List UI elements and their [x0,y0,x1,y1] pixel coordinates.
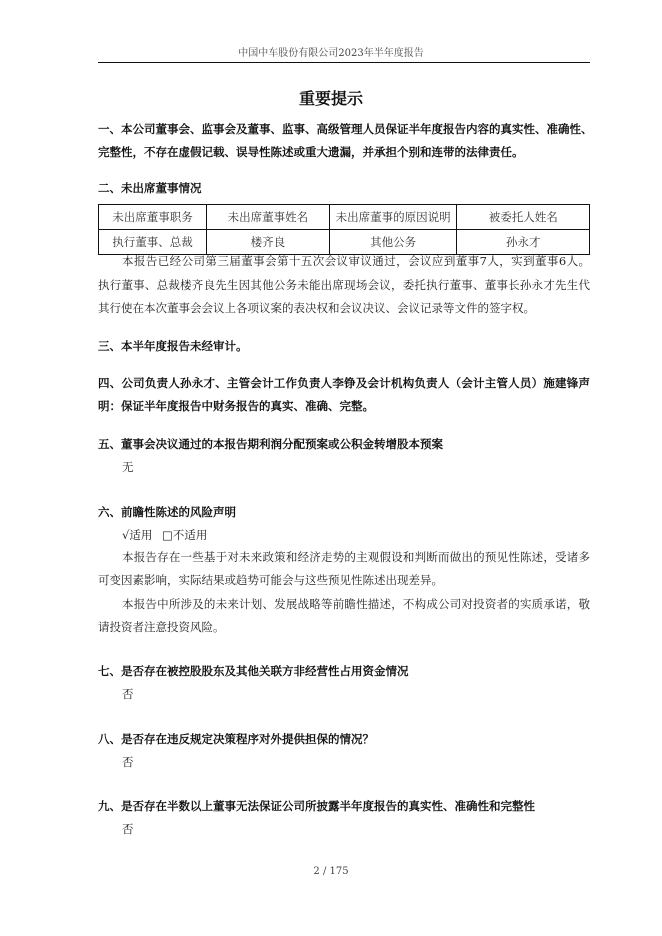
running-header: 中国中车股份有限公司2023年半年度报告 [238,48,424,59]
section-7-body: 否 [122,687,134,701]
section-4-line-2: 明：保证半年度报告中财务报告的真实、准确、完整。 [98,399,374,413]
section-2-para-line: 执行董事、总裁楼齐良先生因其他公务未能出席现场会议，委托执行董事、董事长孙永才先生代 [98,278,590,292]
table-header-cell: 未出席董事职务 [99,205,207,230]
page-title: 重要提示 [298,89,363,108]
table-cell: 其他公务 [329,230,457,255]
table-header-cell: 未出席董事姓名 [207,205,330,230]
absent-directors-table [98,204,590,255]
section-5-body: 无 [122,460,134,474]
section-8-heading: 八、是否存在违反规定决策程序对外提供担保的情况？ [98,732,374,746]
table-header-cell: 未出席董事的原因说明 [329,205,457,230]
section-6-p2-line: 本报告中所涉及的未来计划、发展战略等前瞻性描述，不构成公司对投资者的实质承诺，敬 [122,597,590,611]
table-header-cell: 被委托人姓名 [457,205,590,230]
section-2-para-line: 其行使在本次董事会会议上各项议案的表决权和会议决议、会议记录等文件的签字权。 [98,301,535,315]
section-2-para-line: 本报告已经公司第三届董事会第十五次会议审议通过，会议应到董事7人，实到董事6人。 [122,254,590,268]
section-4-line-1: 四、公司负责人孙永才、主管会计工作负责人李铮及会计机构负责人（会计主管人员）施建锋声 [98,376,590,390]
not-applicable-unchecked: □不适用 [161,528,208,542]
section-9-body: 否 [122,822,134,836]
page-number: 2 / 175 [313,866,349,877]
section-1-line-2: 完整性，不存在虚假记载、误导性陈述或重大遗漏，并承担个别和连带的法律责任。 [98,145,524,159]
section-2-heading: 二、未出席董事情况 [98,181,202,195]
section-3: 三、本半年度报告未经审计。 [98,339,248,353]
section-7-heading: 七、是否存在被控股股东及其他关联方非经营性占用资金情况 [98,664,409,678]
table-header-row [99,205,590,230]
section-1-line-1: 一、本公司董事会、监事会及董事、监事、高级管理人员保证半年度报告内容的真实性、准确性、 [98,122,593,136]
table-cell: 孙永才 [457,230,590,255]
section-9-heading: 九、是否存在半数以上董事无法保证公司所披露半年度报告的真实性、准确性和完整性 [98,799,535,813]
table-cell: 楼齐良 [207,230,330,255]
section-6-p1-line: 可变因素影响，实际结果或趋势可能会与这些预见性陈述出现差异。 [98,573,443,587]
section-5-heading: 五、董事会决议通过的本报告期利润分配预案或公积金转增股本预案 [98,437,443,451]
header-rule [98,62,590,63]
table-cell: 执行董事、总裁 [99,230,207,255]
section-6-p1-line: 本报告存在一些基于对未来政策和经济走势的主观假设和判断而做出的预见性陈述，受诸多 [122,550,590,564]
section-6-heading: 六、前瞻性陈述的风险声明 [98,505,236,519]
table-row [99,230,590,255]
applicability-options [122,527,590,543]
applicable-checked: √适用 [122,528,153,542]
section-8-body: 否 [122,755,134,769]
section-6-p2-line: 请投资者注意投资风险。 [98,620,225,634]
